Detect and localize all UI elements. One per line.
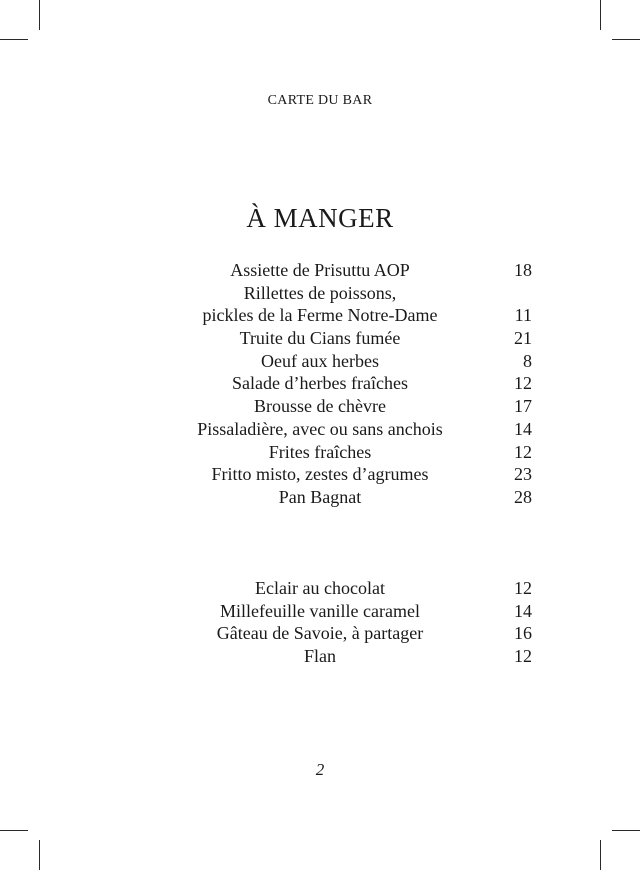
item-price: 21 (514, 328, 532, 349)
item-name: Assiette de Prisuttu AOP (230, 260, 410, 280)
item-name: Brousse de chèvre (254, 396, 386, 417)
item-name: Flan (303, 646, 336, 667)
item-name: Truite du Cians fumée (239, 328, 401, 349)
item-price: 23 (514, 464, 532, 485)
menu-item (0, 282, 640, 305)
item-price: 12 (514, 646, 532, 667)
item-name: Millefeuille vanille caramel (220, 600, 420, 621)
item-name: Salade d’herbes fraîches (232, 373, 408, 394)
menu-item (0, 622, 640, 645)
item-name: Eclair au chocolat (255, 578, 385, 598)
menu-item (0, 418, 640, 441)
item-price: 28 (514, 486, 532, 507)
menu-item (0, 395, 640, 418)
section-title: À MANGER (246, 203, 394, 233)
item-name: Rillettes de poissons, (243, 282, 397, 303)
item-price: 12 (514, 578, 532, 598)
item-name: Oeuf aux herbes (261, 350, 379, 371)
crop-mark-bottom-left-vertical (39, 840, 40, 870)
crop-mark-top-left-horizontal (0, 39, 28, 40)
item-name: Frites fraîches (268, 441, 372, 462)
crop-mark-top-left-vertical (39, 0, 40, 30)
menu-item (0, 645, 640, 668)
item-name: Fritto misto, zestes d’agrumes (211, 464, 429, 485)
item-price: 8 (523, 350, 532, 371)
menu-item (0, 350, 640, 373)
item-price: 14 (514, 418, 532, 439)
item-price: 12 (514, 373, 532, 394)
menu-item (0, 259, 640, 282)
dessert-menu-list (0, 577, 640, 668)
item-price: 17 (514, 396, 532, 417)
item-name: Pan Bagnat (278, 486, 362, 507)
menu-item (0, 327, 640, 350)
item-price: 16 (514, 623, 532, 644)
menu-item (0, 463, 640, 486)
item-price: 12 (514, 441, 532, 462)
item-price: 18 (514, 260, 532, 280)
page-number: 2 (315, 760, 325, 779)
item-price: 11 (514, 305, 532, 326)
menu-item (0, 577, 640, 600)
crop-mark-bottom-right-vertical (600, 840, 601, 870)
menu-item (0, 372, 640, 395)
page-header: CARTE DU BAR (267, 93, 373, 108)
crop-mark-bottom-right-horizontal (612, 830, 640, 831)
menu-item (0, 304, 640, 327)
menu-item (0, 600, 640, 623)
crop-mark-top-right-horizontal (612, 39, 640, 40)
crop-mark-bottom-left-horizontal (0, 830, 28, 831)
savory-menu-list (0, 259, 640, 509)
item-name: pickles de la Ferme Notre-Dame (202, 305, 438, 326)
item-name: Gâteau de Savoie, à partager (216, 623, 424, 644)
crop-mark-top-right-vertical (600, 0, 601, 30)
menu-item (0, 441, 640, 464)
item-name: Pissaladière, avec ou sans anchois (197, 418, 443, 439)
item-price: 14 (514, 600, 532, 621)
menu-item (0, 486, 640, 509)
